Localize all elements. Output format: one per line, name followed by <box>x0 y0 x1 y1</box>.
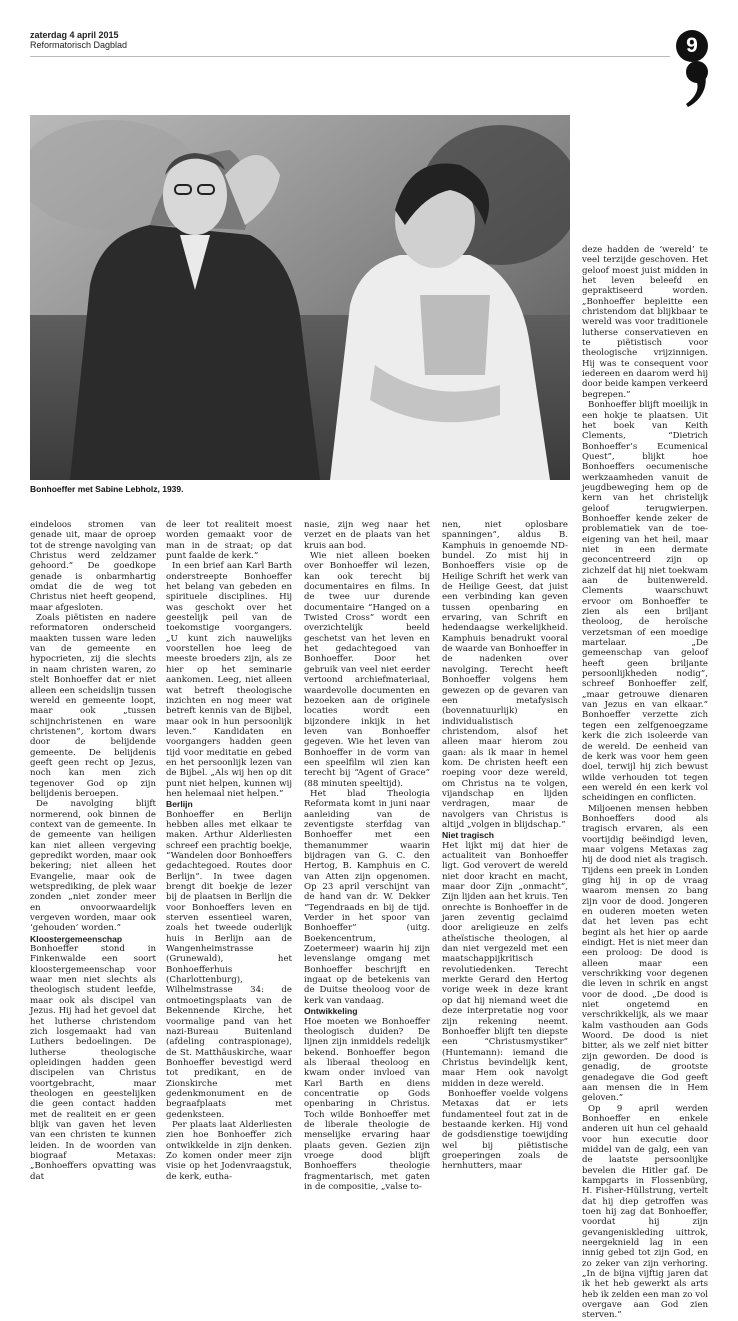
article-paragraph: Zoals piëtisten en nadere reformatoren onderscheid maakten tussen ware leden van de gemeente en hypocrieten, zij die slechts in naam christen waren, zo stelt Bonhoeffer dat er niet alleen een scheidslijn tussen wereld en gemeente loopt, maar ook „tussen schijnchristenen en ware christenen”, kortom dwars door de belijdende gemeente. De belijdenis geeft geen recht op Jezus, noch kan men zich tegenover God op zijn belijdenis beroepen. <box>30 613 156 799</box>
article-paragraph: Het blad Theologia Reformata komt in juni naar aanleiding van de zeventigste sterfdag van Bonhoeffer met een themanummer waarin bijdragen van G. C. den Hertog, B. Kamphuis en C. van Atten zijn opgenomen. Op 23 april verschijnt van de hand van dr. W. Dekker “Tegendraads en bij de tijd. Verder in het spoor van Bonhoeffer” (uitg. Boekencentrum, Zoetermeer) waarin hij zijn levenslange omgang met Bonhoeffer beschrijft en ingaat op de betekenis van de Duitse theoloog voor de kerk van vandaag. <box>304 788 430 1006</box>
page-number-badge: 9 <box>676 30 708 62</box>
publication-name: Reformatorisch Dagblad <box>30 40 128 50</box>
comma-icon <box>684 60 710 108</box>
photo-illustration <box>30 115 570 480</box>
article-paragraph: eindeloos stromen van genade uit, maar de oproep tot de strenge navolging van Christus werd zeldzamer gehoord.” De goedkope genade is onbarmhartig omdat die de weg tot Christus niet heeft geopend, maar afgesloten. <box>30 520 156 613</box>
article-paragraph: Het lijkt mij dat hier de actualiteit van Bonhoeffer ligt. God verovert de wereld niet door kracht en macht, maar door Zijn „onmacht”, Zijn lijden aan het kruis. Ten onrechte is Bonhoeffer in de jaren zeventig geclaimd door areligieuze en zelfs atheïstische theologen, al dan niet vergezeld met een maatschappijkritisch revolutiedenken. Terecht merkte Gerard den Hertog vorige week in deze krant op dat hij niemand weet die deze interpretatie nog voor zijn rekening neemt. Bonhoeffer blijft ten diepste een “Christusmystiker” (Huntemann): iemand die Christus bevindelijk kent, maar Hem ook navolgt midden in deze wereld. <box>442 840 568 1089</box>
article-column-4 <box>442 520 568 1172</box>
article-paragraph: Miljoenen mensen hebben Bonhoeffers dood als tragisch ervaren, als een voortijdig beëindigd leven, maar volgens Metaxas zag hij de dood niet als tragisch. Tijdens een preek in Londen ging hij in op de vraag waarom mensen zo bang zijn voor de dood. Jongeren en ouderen moeten weten dat het leven pas echt begint als het hier op aarde eindigt. Het is niet meer dan een proloog: De dood is alleen maar een verschrikking voor degenen die leven in schrik en angst voor de dood. „De dood is niet ongetemd en verschrikkelijk, als we maar kalm vasthouden aan Gods Woord. De dood is niet bitter, als we zelf niet bitter zijn geworden. De dood is genadig, de grootste genadegave die God geeft aan mensen die in Hem geloven.” <box>582 803 708 1104</box>
page-header <box>30 30 127 50</box>
article-column-2 <box>166 520 292 1182</box>
article-photo <box>30 115 570 480</box>
article-column-1 <box>30 520 156 1182</box>
article-paragraph: Per plaats laat Alderliesten zien hoe Bonhoeffer zich ontwikkelde in zijn denken. Zo komen onder meer zijn visie op het Jodenvraagstuk, de kerk, eutha- <box>166 1119 292 1182</box>
article-paragraph: De navolging blijft normerend, ook binnen de context van de gemeente. In de gemeente van heiligen kan niet alleen vergeving gepredikt worden, maar ook bekering; niet alleen het Evangelie, maar ook de wetsprediking, de plek waar zonden „niet zonder meer en onvoorwaardelijk vergeven worden, maar ook ‘gehouden’ worden.” <box>30 799 156 934</box>
section-heading: Berlijn <box>166 799 193 810</box>
article-paragraph: Bonhoeffer en Berlijn hebben alles met elkaar te maken. Arthur Alderliesten schreef een prachtig boekje, “Wandelen door Bonhoeffers gedachtegoed. Routes door Berlijn”. In twee dagen brengt dit boekje de lezer bij de plaatsen in Berlijn die voor Bonhoeffers leven en sterven essentieel waren, zoals het tweede ouderlijk huis in Berlijn aan de Wangenheimstrasse (Grunewald), het Bonhoefferhuis (Charlottenburg), Wilhelmstrasse 34: de ontmoetingsplaats van de Bekennende Kirche, het voormalige pand van het nazi-Bureau Buitenland (afdeling contraspionage), de St. Matthäuskirche, waar Bonhoeffer bevestigd werd tot predikant, en de Zionskirche met gedenkmonument en de begraafplaats met gedenksteen. <box>166 809 292 1120</box>
article-paragraph: Bonhoeffer stond in Finkenwalde een soort kloostergemeenschap voor waar men niet slechts als theologisch student leefde, maar ook als discipel van Jezus. Hij had het gevoel dat het lutherse christendom zich losgemaakt had van Luthers bedoelingen. De lutherse theologische opleidingen hadden geen discipelen van Christus voortgebracht, maar theologen en geestelijken die geen contact hadden met de realiteit en er geen blijk van gaven het leven van een christen te kunnen leiden. In de woorden van biograaf Metaxas: „Bonhoeffers opvatting was dat <box>30 944 156 1182</box>
article-column-3 <box>304 520 430 1192</box>
issue-date: zaterdag 4 april 2015 <box>30 30 119 40</box>
article-column-5 <box>582 245 708 1321</box>
article-paragraph: In een brief aan Karl Barth onderstreepte Bonhoeffer het belang van gebeden en spirituele disciplines. Hij was geschokt over het geestelijk peil van de toekomstige voorgangers. „U kunt zich nauwelijks voorstellen hoe leeg de meeste broeders zijn, als ze hier op het seminarie aankomen. Leeg, niet alleen wat betreft theologische inzichten en nog meer wat betreft kennis van de Bijbel, maar ook in hun persoonlijk leven.” Kandidaten en voorgangers hadden geen tijd voor meditatie en gebed en het persoonlijk lezen van de Bijbel. „Als wij hen op dit punt niet helpen, kunnen wij hen helemaal niet helpen.” <box>166 561 292 799</box>
photo-caption: Bonhoeffer met Sabine Lebholz, 1939. <box>30 484 184 494</box>
article-paragraph: Op 9 april werden Bonhoeffer en enkele anderen uit hun cel gehaald voor hun executie door middel van de galg, een van de laatste persoonlijke bevelen die Hitler gaf. De kampgarts in Flossenbürg, H. Fisher-Hüllstrung, vertelt dat hij diep getroffen was toen hij zag dat Bonhoeffer, voordat hij zijn gevangeniskleding uittrok, neergeknield lag in een innig gebed tot zijn God, en zo zeker van zijn verhoring. „In de bijna vijftig jaren dat ik het heb gewerkt als arts heb ik zelden een man zo vol overgave aan God zien sterven.” <box>582 1103 708 1321</box>
article-paragraph: Wie niet alleen boeken over Bonhoeffer wil lezen, kan ook terecht bij documentaires en films. In de twee uur durende documentaire “Hanged on a Twisted Cross” wordt een overzichtelijk beeld geschetst van het leven en het gedachtegoed van Bonhoeffer. Door het gebruik van veel niet eerder vertoond archiefmateriaal, waardevolle documenten en bezoeken aan de originele locaties wordt een bijzondere inkijk in het leven van Bonhoeffer gegeven. Wie het leven van Bonhoeffer in de vorm van een speelfilm wil zien kan terecht bij “Agent of Grace” (88 minuten speeltijd). <box>304 551 430 789</box>
article-paragraph: de leer tot realiteit moest worden gemaakt voor de man in de straat; op dat punt faalde de kerk.” <box>166 520 292 562</box>
article-paragraph: deze hadden de ‘wereld’ te veel terzijde geschoven. Het geloof moest juist midden in het leven beleefd en gepraktiseerd worden. „Bonhoeffer bepleitte een christendom dat blijkbaar te wereld was voor traditionele lutherse conservatieven en te piëtistisch voor theologische vrijzinnigen. Hij was te consequent voor iedereen en daarom werd hij door beide kampen verkeerd begrepen.” <box>582 245 708 400</box>
header-rule <box>30 56 670 57</box>
section-heading: Ontwikkeling <box>304 1006 358 1017</box>
article-paragraph: Bonhoeffer voelde volgens Metaxas dat er iets fundamenteel fout zat in de bestaande kerken. Hij vond de godsdienstige toewijding wel bij piëtistische groeperingen zoals de hernhutters, maar <box>442 1088 568 1172</box>
section-heading: Kloostergemeenschap <box>30 933 123 944</box>
article-paragraph: nasie, zijn weg naar het verzet en de plaats van het kruis aan bod. <box>304 520 430 551</box>
article-paragraph: Hoe moeten we Bonhoeffer theologisch duiden? De lijnen zijn inmiddels redelijk bekend. Bonhoeffer begon als liberaal theoloog en kwam onder invloed van Karl Barth en diens concentratie op Gods openbaring in Christus. Toch wilde Bonhoeffer met de liberale theologie de menselijke ervaring haar plaats geven. Gezien zijn vroege dood blijft Bonhoeffers theologie fragmentarisch, met gaten in de compositie, „valse to- <box>304 1016 430 1192</box>
article-paragraph: Bonhoeffer blijft moeilijk in een hokje te plaatsen. Uit het boek van Keith Clements, “Dietrich Bonhoeffer’s Ecumenical Quest”, blijkt hoe Bonhoeffers oecumenische werkzaamheden vanuit de jeugdbeweging hem op de kern van het christelijk geloof terugwierpen. Bonhoeffer kende zeker de problematiek van de toe-eigening van het heil, maar niet in een dermate geconcentreerd zijn op zichzelf dat hij niet toekwam aan de buitenwereld. Clements waarschuwt ervoor om Bonhoeffer te zien als een briljant theoloog, de heroïsche verzetsman of een moedige martelaar. „De gemeenschap van geloof heeft geen briljante persoonlijkheden nodig”, schreef Bonhoeffer zelf, „maar getrouwe dienaren van Jezus en van elkaar.” Bonhoeffer verzette zich tegen een zelfgenoegzame kerk die zich isoleerde van de wereld. De eenheid van de kerk was voor hem geen doel, terwijl hij zich bewust wilde verhouden tot tegen een wereld én een kerk vol scheidingen en conflicten. <box>582 400 708 804</box>
article-paragraph: nen, niet oplosbare spanningen”, aldus B. Kamphuis in genoemde ND-bundel. Zo mist hij in Bonhoeffers visie op de Heilige Schrift het werk van de Heilige Geest, dat juist een verbinding kan geven tussen openbaring en ervaring, van Schrift en hedendaagse werkelijkheid. Kamphuis benadrukt vooral de waarde van Bonhoeffer in de nadenken over navolging. Terecht heeft Bonhoeffer volgens hem gewezen op de gevaren van een metafysisch (bovennatuurlijk) en individualistisch christendom, alsof het alleen maar hierom zou gaan: als ik maar in hemel kom. De christen heeft een roeping voor deze wereld, om Christus na te volgen, vijandschap en lijden verdragen, maar de navolgers van Christus is altijd „volgen in blijdschap.” <box>442 520 568 830</box>
section-heading: Niet tragisch <box>442 830 495 841</box>
